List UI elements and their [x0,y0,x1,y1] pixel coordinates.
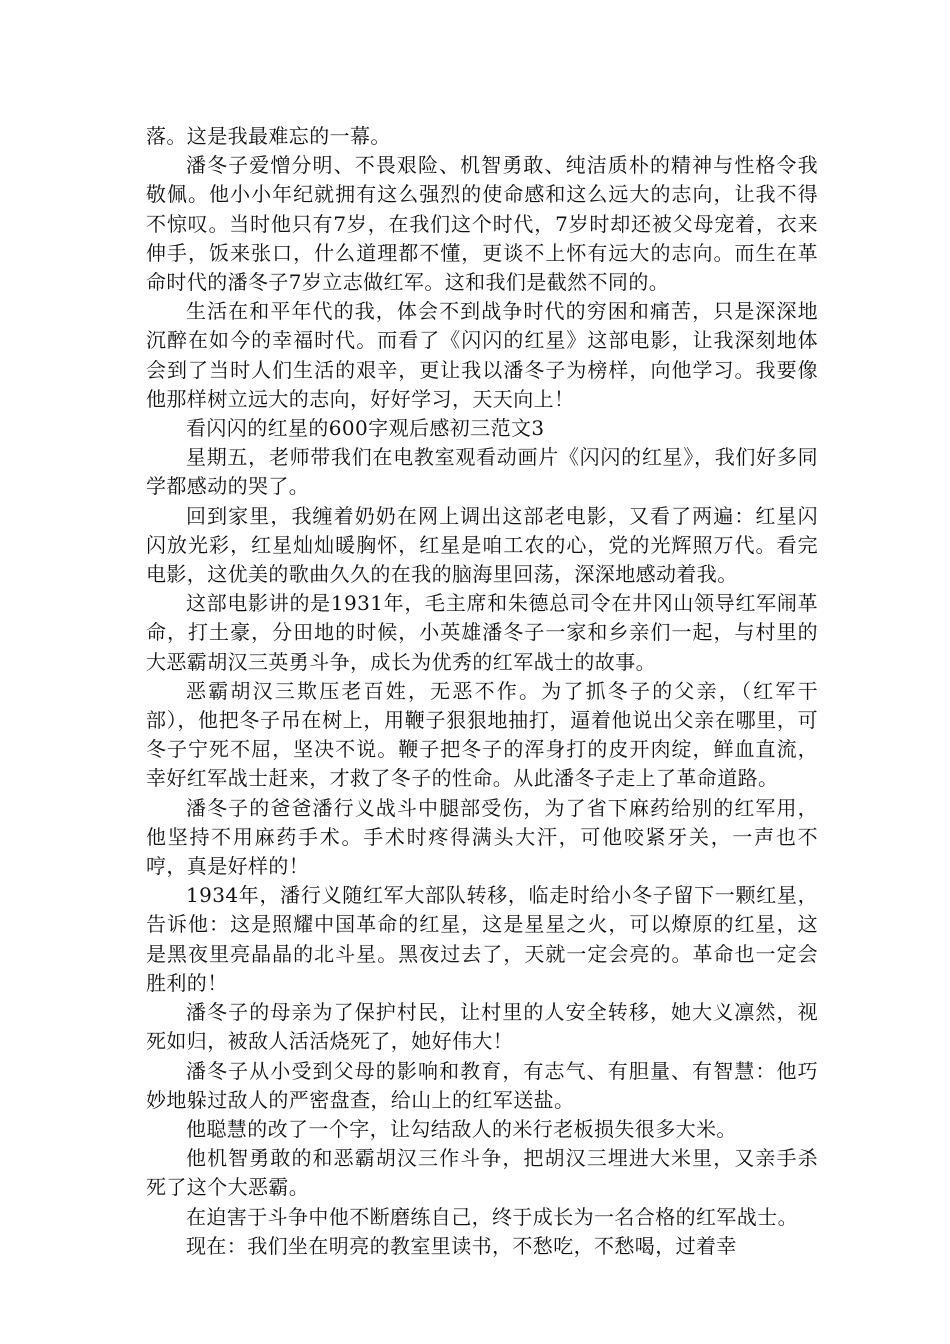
paragraph-10: 潘冬子的母亲为了保护村民，让村里的人安全转移，她大义凛然，视死如归，被敌人活活烧死了，她好伟大！ [146,1000,818,1054]
document-body [146,122,818,1261]
paragraph-4: 星期五，老师带我们在电教室观看动画片《闪闪的红星》，我们好多同学都感动的哭了。 [146,445,818,499]
paragraph-5: 回到家里，我缠着奶奶在网上调出这部老电影，又看了两遍：红星闪闪放光彩，红星灿灿暖胸怀，红星是咱工农的心，党的光辉照万代。看完电影，这优美的歌曲久久的在我的脑海里回荡，深深地感动着我。 [146,503,818,587]
paragraph-9: 1934年，潘行义随红军大部队转移，临走时给小冬子留下一颗红星，告诉他：这是照耀中国革命的红星，这是星星之火，可以燎原的红星，这是黑夜里亮晶晶的北斗星。黑夜过去了，天就一定会亮的。革命也一定会胜利的！ [146,883,818,995]
paragraph-14: 在迫害于斗争中他不断磨练自己，终于成长为一名合格的红军战士。 [186,1204,798,1229]
paragraph-6: 这部电影讲的是1931年，毛主席和朱德总司令在井冈山领导红军闹革命，打土豪，分田地的时候，小英雄潘冬子一家和乡亲们一起，与村里的大恶霸胡汉三英勇斗争，成长为优秀的红军战士的故事。 [146,591,818,674]
paragraph-2: 潘冬子爱憎分明、不畏艰险、机智勇敢、纯洁质朴的精神与性格令我敬佩。他小小年纪就拥有这么强烈的使命感和这么远大的志向，让我不得不惊叹。当时他只有7岁，在我们这个时代，7岁时却还被父母宠着，衣来伸手，饭来张口，什么道理都不懂，更谈不上怀有远大的志向。而生在革命时代的潘冬子7岁立志做红军。这和我们是截然不同的。 [146,153,818,295]
paragraph-7: 恶霸胡汉三欺压老百姓，无恶不作。为了抓冬子的父亲，（红军干部），他把冬子吊在树上，用鞭子狠狠地抽打，逼着他说出父亲在哪里，可冬子宁死不屈，坚决不说。鞭子把冬子的浑身打的皮开肉绽，鲜血直流，幸好红军战士赶来，才救了冬子的性命。从此潘冬子走上了革命道路。 [146,678,818,791]
paragraph-11: 潘冬子从小受到父母的影响和教育，有志气、有胆量、有智慧：他巧妙地躲过敌人的严密盘查，给山上的红军送盐。 [146,1058,818,1112]
paragraph-13: 他机智勇敢的和恶霸胡汉三作斗争，把胡汉三埋进大米里，又亲手杀死了这个大恶霸。 [146,1146,818,1200]
paragraph-8: 潘冬子的爸爸潘行义战斗中腿部受伤，为了省下麻药给别的红军用，他坚持不用麻药手术。手术时疼得满头大汗，可他咬紧牙关，一声也不哼，真是好样的！ [146,795,818,879]
section-heading: 看闪闪的红星的600字观后感初三范文3 [186,416,545,441]
paragraph-1: 落。这是我最难忘的一幕。 [146,124,391,148]
paragraph-3: 生活在和平年代的我，体会不到战争时代的穷困和痛苦，只是深深地沉醉在如今的幸福时代。而看了《闪闪的红星》这部电影，让我深刻地体会到了当时人们生活的艰辛，更让我以潘冬子为榜样，向他学习。我要像他那样树立远大的志向，好好学习，天天向上！ [146,299,818,411]
paragraph-12: 他聪慧的改了一个字，让勾结敌人的米行老板损失很多大米。 [186,1116,737,1141]
paragraph-15: 现在：我们坐在明亮的教室里读书，不愁吃，不愁喝，过着幸 [186,1233,737,1258]
